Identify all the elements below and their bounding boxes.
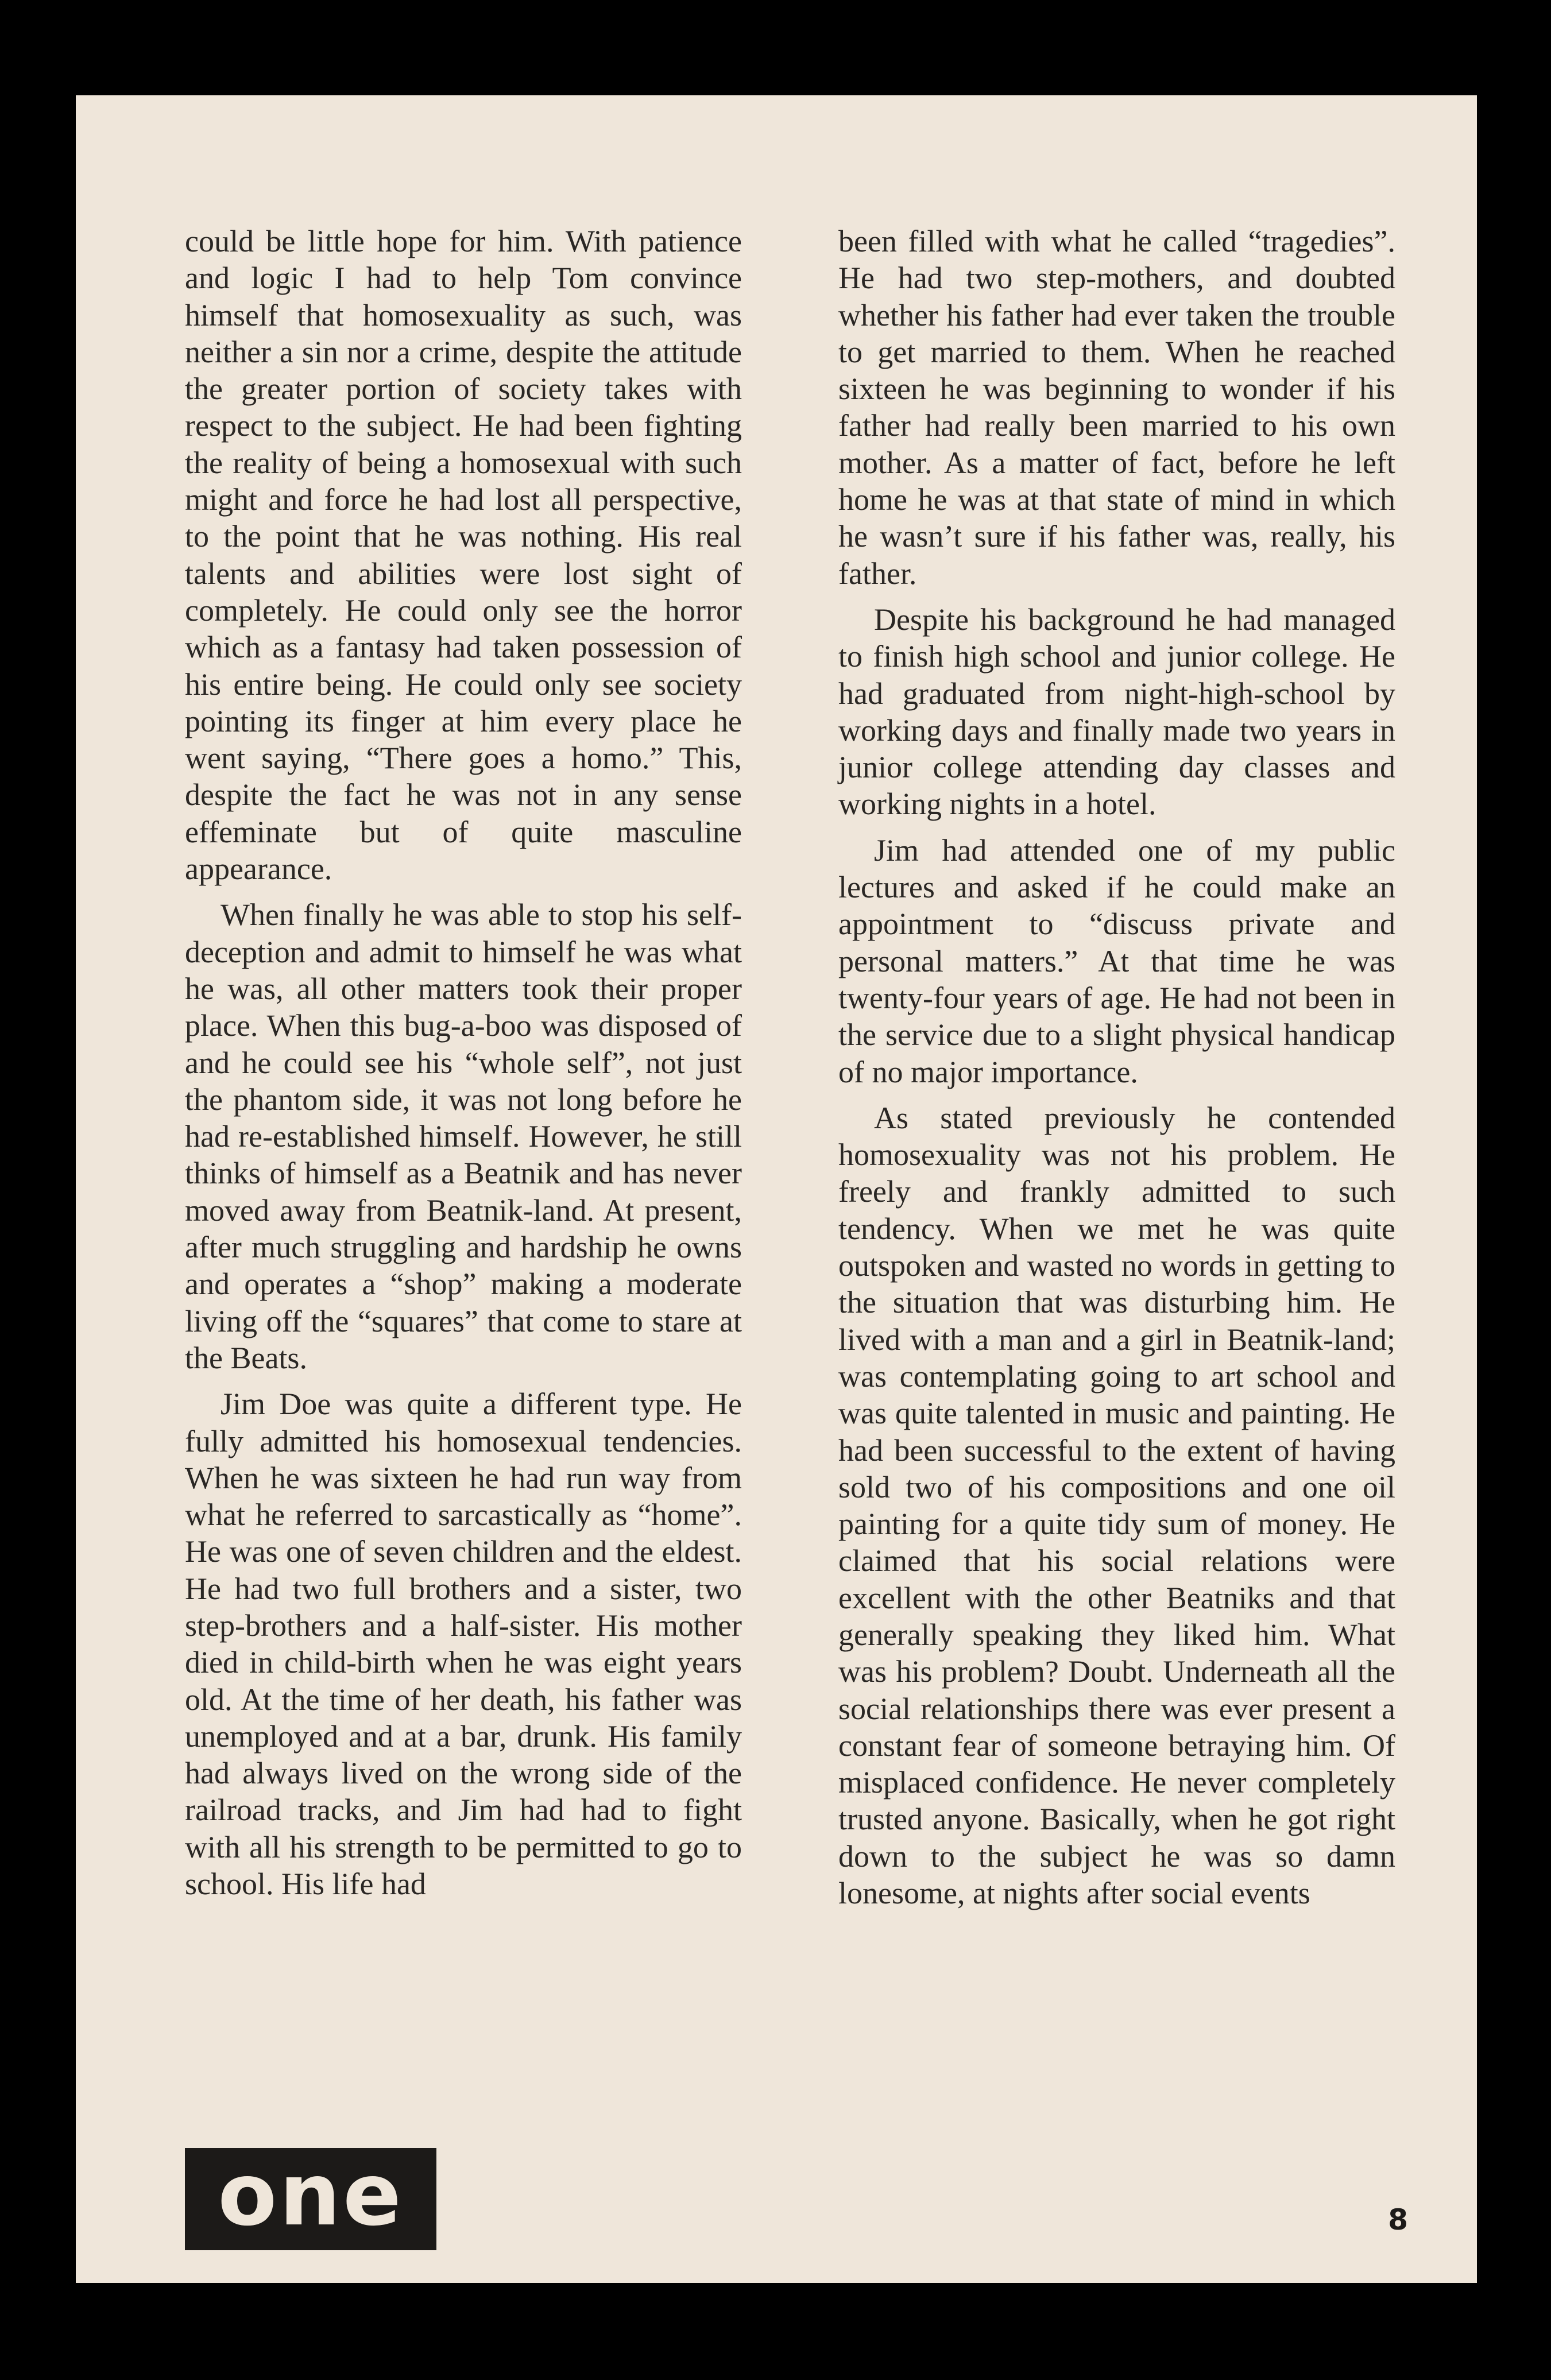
paragraph: As stated previously he contended homosexuality was not his problem. He freely and frankly admitted to such tendency. When we met he was quite outspoken and wasted no words in getting to the situation that was disturbing him. He lived with a man and a girl in Beatnik-land; was contemplating going to art school and was quite talented in music and painting. He had been successful to the extent of having sold two of his compositions and one oil painting for a quite tidy sum of money. He claimed that his social relations were excellent with the other Beatniks and that generally speaking they liked him. What was his problem? Doubt. Underneath all the social relationships there was ever present a constant fear of someone betraying him. Of misplaced confidence. He never completely trusted anyone. Basically, when he got right down to the subject he was so damn lonesome, at nights after social events: [838, 1100, 1395, 1911]
paragraph: When finally he was able to stop his self-deception and admit to himself he was what he was, all other matters took their proper place. When this bug-a-boo was disposed of and he could see his “whole self”, not just the phantom side, it was not long before he had re-established himself. However, he still thinks of himself as a Beatnik and has never moved away from Beatnik-land. At present, after much struggling and hardship he owns and operates a “shop” making a moderate living off the “squares” that come to stare at the Beats.: [185, 897, 742, 1375]
paragraph: Despite his background he had managed to finish high school and junior college. He had graduated from night-high-school by working days and finally made two years in junior college attending day classes and working nights in a hotel.: [838, 602, 1395, 822]
logo-text: one: [218, 2145, 404, 2245]
left-text-column: [185, 223, 742, 1911]
right-text-column: [838, 223, 1395, 1921]
paragraph: could be little hope for him. With patience and logic I had to help Tom convince himself that homosexuality as such, was neither a sin nor a crime, despite the attitude the greater portion of society takes with respect to the subject. He had been fighting the reality of being a homosexual with such might and force he had lost all perspective, to the point that he was nothing. His real talents and abilities were lost sight of completely. He could only see the horror which as a fantasy had taken possession of his entire being. He could only see society pointing its finger at him every place he went saying, “There goes a homo.” This, despite the fact he was not in any sense effeminate but of quite masculine appearance.: [185, 224, 742, 887]
magazine-page: [76, 95, 1477, 2283]
paragraph: Jim Doe was quite a different type. He fully admitted his homosexual tendencies. When he was sixteen he had run way from what he referred to sarcastically as “home”. He was one of seven children and the eldest. He had two full brothers and a sister, two step-brothers and a half-sister. His mother died in child-birth when he was eight years old. At the time of her death, his father was unemployed and at a bar, drunk. His family had always lived on the wrong side of the railroad tracks, and Jim had had to fight with all his strength to be permitted to go to school. His life had: [185, 1387, 742, 1902]
magazine-logo: [185, 2145, 436, 2250]
paragraph: been filled with what he called “tragedies”. He had two step-mothers, and doubted whether his father had ever taken the trouble to get married to them. When he reached sixteen he was beginning to wonder if his father had really been married to his own mother. As a matter of fact, before he left home he was at that state of mind in which he wasn’t sure if his father was, really, his father.: [838, 224, 1395, 591]
page-number: 8: [1388, 2203, 1408, 2236]
paragraph: Jim had attended one of my public lectures and asked if he could make an appointment to “discuss private and personal matters.” At that time he was twenty-four years of age. He had not been in the service due to a slight physical handicap of no major importance.: [838, 833, 1395, 1089]
